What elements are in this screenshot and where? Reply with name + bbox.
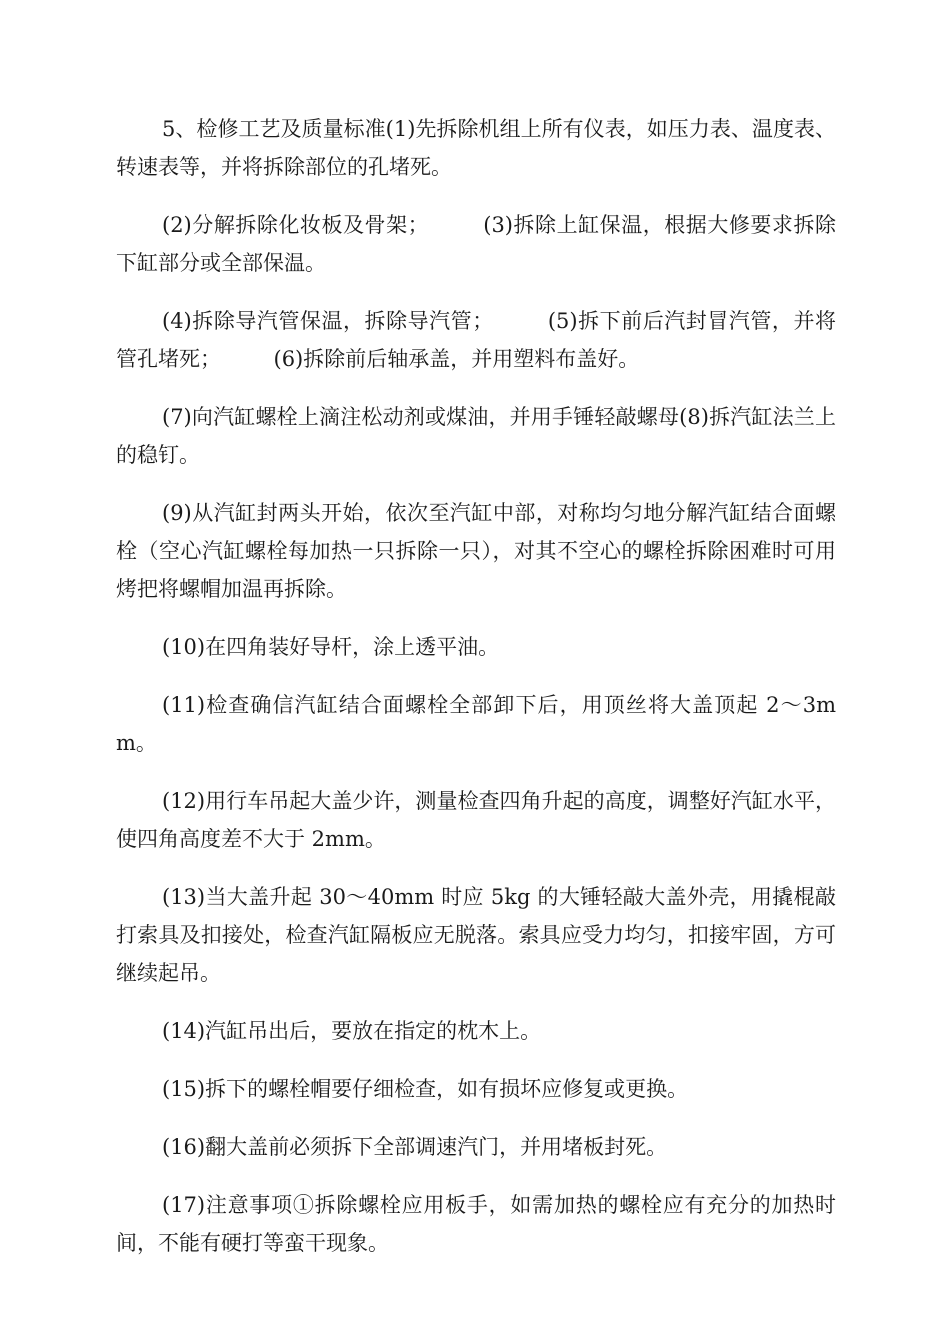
paragraph-step-15: (15)拆下的螺栓帽要仔细检查，如有损坏应修复或更换。: [162, 1077, 689, 1101]
paragraph-step-9: (9)从汽缸封两头开始，依次至汽缸中部，对称均匀地分解汽缸结合面螺栓（空心汽缸螺栓每加热一只拆除一只），对其不空心的螺栓拆除困难时可用烤把将螺帽加温再拆除。: [116, 501, 836, 601]
document-body: [116, 110, 836, 1282]
paragraph-step-14: (14)汽缸吊出后，要放在指定的枕木上。: [162, 1019, 542, 1043]
paragraph-steps-7-8: (7)向汽缸螺栓上滴注松动剂或煤油，并用手锤轻敲螺母(8)拆汽缸法兰上的稳钉。: [116, 405, 836, 467]
paragraph-step-13: (13)当大盖升起 30～40mm 时应 5kg 的大锤轻敲大盖外壳，用撬棍敲打索具及扣接处，检查汽缸隔板应无脱落。索具应受力均匀，扣接牢固，方可继续起吊。: [116, 885, 836, 985]
paragraph-steps-4-6: (4)拆除导汽管保温，拆除导汽管； (5)拆下前后汽封冒汽管，并将管孔堵死； (6)拆除前后轴承盖，并用塑料布盖好。: [116, 309, 836, 371]
paragraph-step-5: 5、检修工艺及质量标准(1)先拆除机组上所有仪表，如压力表、温度表、转速表等，并将拆除部位的孔堵死。: [116, 117, 836, 179]
paragraph-step-10: (10)在四角装好导杆，涂上透平油。: [162, 635, 500, 659]
paragraph-step-11: (11)检查确信汽缸结合面螺栓全部卸下后，用顶丝将大盖顶起 2～3mm。: [116, 693, 836, 755]
paragraph-step-12: (12)用行车吊起大盖少许，测量检查四角升起的高度，调整好汽缸水平，使四角高度差不大于 2mm。: [116, 789, 836, 851]
paragraph-step-17: (17)注意事项①拆除螺栓应用板手，如需加热的螺栓应有充分的加热时间，不能有硬打等蛮干现象。: [116, 1193, 836, 1255]
paragraph-step-16: (16)翻大盖前必须拆下全部调速汽门，并用堵板封死。: [162, 1135, 668, 1159]
paragraph-steps-2-3: (2)分解拆除化妆板及骨架； (3)拆除上缸保温，根据大修要求拆除下缸部分或全部保温。: [116, 213, 836, 275]
